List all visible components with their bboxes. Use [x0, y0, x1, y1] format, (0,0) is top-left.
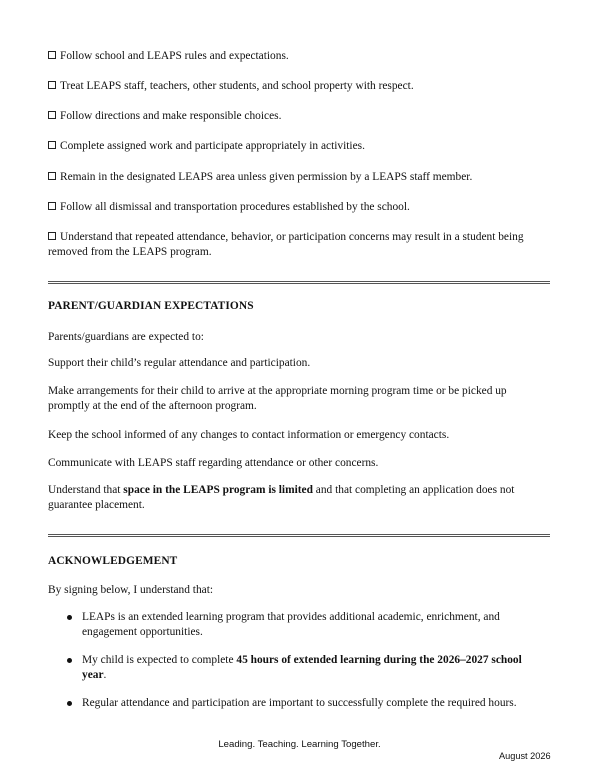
checklist-item	[48, 79, 551, 94]
checklist-item	[48, 170, 551, 185]
parent-expectation: Communicate with LEAPS staff regarding attendance or other concerns.	[48, 457, 379, 469]
checklist-item-text: Follow all dismissal and transportation procedures established by the school.	[60, 201, 410, 213]
section-heading-parent: PARENT/GUARDIAN EXPECTATIONS	[48, 300, 254, 312]
checkbox-icon[interactable]	[48, 111, 56, 119]
checkbox-icon[interactable]	[48, 81, 56, 89]
checklist-item-text: Follow directions and make responsible choices.	[60, 110, 282, 122]
checklist-item-text: Remain in the designated LEAPS area unless given permission by a LEAPS staff member.	[60, 171, 473, 183]
checklist-item	[48, 200, 551, 215]
checkbox-icon[interactable]	[48, 202, 56, 210]
checkbox-icon[interactable]	[48, 51, 56, 59]
ack-bullet-text: LEAPs is an extended learning program that provides additional academic, enrichment, and engagement opportunities.	[82, 611, 500, 638]
ack-bullet-text: My child is expected to complete 45 hours of extended learning during the 2026–2027 school year.	[82, 654, 522, 681]
checkbox-icon[interactable]	[48, 232, 56, 240]
checklist-item	[48, 49, 551, 64]
bullet-dot-icon	[67, 701, 72, 706]
section-divider	[48, 281, 550, 284]
footer-date: August 2026	[499, 751, 551, 761]
checkbox-icon[interactable]	[48, 172, 56, 180]
bullet-dot-icon	[67, 658, 72, 663]
checklist-item	[48, 109, 551, 124]
bullet-dot-icon	[67, 615, 72, 620]
section-divider	[48, 534, 550, 537]
checklist-item-text: Treat LEAPS staff, teachers, other students, and school property with respect.	[60, 80, 414, 92]
checklist-item	[48, 230, 548, 260]
parent-expectation: Support their child’s regular attendance and participation.	[48, 357, 311, 369]
checklist-item	[48, 139, 551, 154]
parent-expectation: Make arrangements for their child to arrive at the appropriate morning program time or be picked up promptly at the end of the afternoon program.	[48, 385, 507, 412]
footer-tagline: Leading. Teaching. Learning Together.	[218, 739, 381, 750]
checklist-item-text: Complete assigned work and participate appropriately in activities.	[60, 140, 365, 152]
ack-bullet-text: Regular attendance and participation are important to successfully complete the required hours.	[82, 697, 517, 709]
parent-intro: Parents/guardians are expected to:	[48, 331, 204, 343]
section-heading-acknowledgement: ACKNOWLEDGEMENT	[48, 555, 178, 567]
parent-expectation: Keep the school informed of any changes to contact information or emergency contacts.	[48, 429, 450, 441]
checklist-item-text: Understand that repeated attendance, behavior, or participation concerns may result in a student being removed from the LEAPS program.	[48, 231, 524, 258]
ack-intro: By signing below, I understand that:	[48, 584, 214, 596]
parent-expectation-limited: Understand that space in the LEAPS program is limited and that completing an application does not guarantee placement.	[48, 484, 515, 511]
checkbox-icon[interactable]	[48, 141, 56, 149]
checklist-item-text: Follow school and LEAPS rules and expectations.	[60, 50, 289, 62]
